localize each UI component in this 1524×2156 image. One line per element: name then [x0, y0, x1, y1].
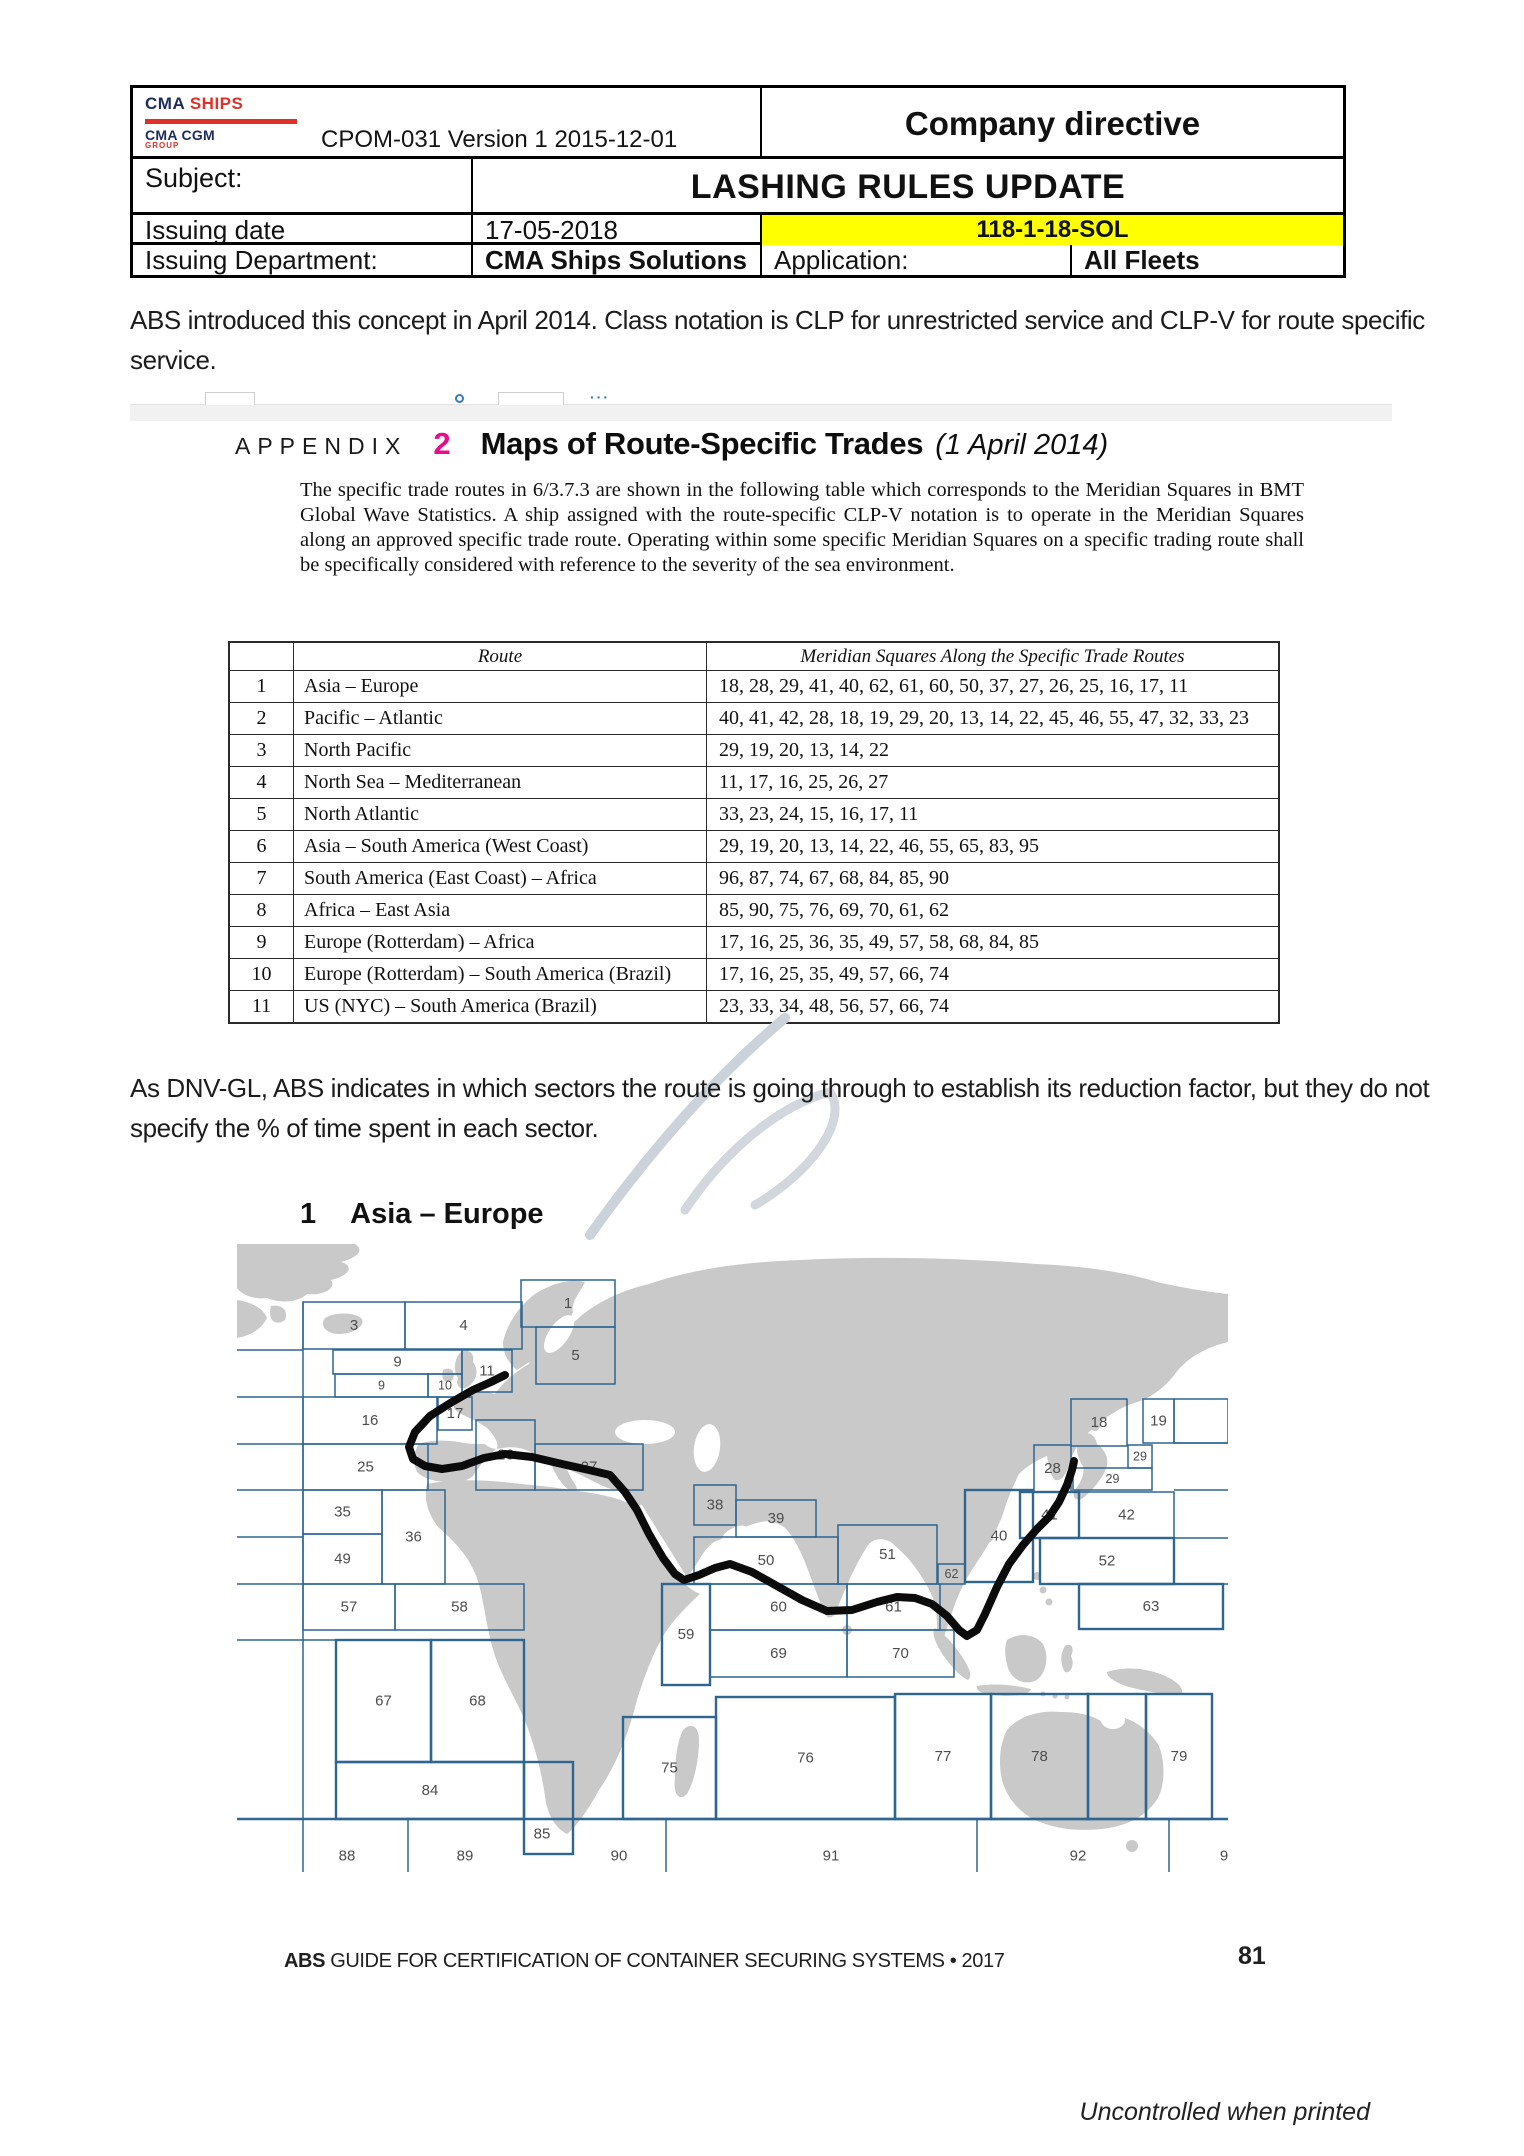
- square-number: 52: [1098, 1552, 1116, 1570]
- table-row: [230, 735, 1278, 767]
- table-row: [230, 703, 1278, 735]
- header-no: [230, 643, 294, 670]
- issuing-dept-label: Issuing Department:: [145, 244, 378, 275]
- square-number: 67: [375, 1692, 392, 1710]
- square-number: 29: [1133, 1449, 1147, 1464]
- table-row: [230, 863, 1278, 895]
- route-map: [237, 1242, 1228, 1874]
- application-label: Application:: [774, 244, 909, 275]
- abs-footer-year: 2017: [961, 1950, 1005, 1972]
- cell-route: North Atlantic: [294, 799, 707, 830]
- square-number: 84: [421, 1782, 439, 1799]
- square-number: 88: [338, 1847, 356, 1865]
- routes-table: [228, 641, 1280, 1024]
- artifact-glyph-icon: [455, 394, 464, 403]
- square-number: 25: [357, 1458, 374, 1476]
- cell-route: Asia – South America (West Coast): [294, 831, 707, 862]
- page-title: Company directive: [904, 104, 1201, 142]
- appendix-label: APPENDIX: [235, 433, 408, 459]
- square-number: 3: [349, 1317, 359, 1334]
- square-number: 19: [1150, 1412, 1167, 1430]
- square-number: 50: [757, 1552, 775, 1569]
- square-number: 9: [393, 1353, 402, 1371]
- square-number: 75: [661, 1759, 678, 1777]
- cell-no: 4: [230, 767, 294, 798]
- square-number: 18: [1090, 1414, 1108, 1431]
- square-number: 5: [571, 1347, 580, 1364]
- square-number: 76: [797, 1749, 814, 1767]
- issuing-date-label: Issuing date: [145, 214, 286, 245]
- square-number: 36: [405, 1528, 422, 1546]
- intro-paragraph: ABS introduced this concept in April 2014. Class notation is CLP for unrestricted service and CLP-V for route specific service.: [130, 305, 1425, 375]
- cell-squares: 29, 19, 20, 13, 14, 22: [719, 739, 889, 761]
- square-number: 79: [1170, 1748, 1188, 1765]
- appendix-number: 2: [433, 426, 451, 461]
- reference-badge: 118-1-18-SOL: [762, 215, 1343, 245]
- table-row: [230, 799, 1278, 831]
- square-number: 35: [334, 1503, 351, 1521]
- appendix-title: Maps of Route-Specific Trades: [480, 426, 924, 461]
- cma-ships-logo: [145, 94, 297, 150]
- cell-route: Africa – East Asia: [294, 895, 707, 926]
- square-number: 1: [563, 1295, 573, 1312]
- abs-guide-footer: [284, 1950, 1004, 1973]
- cell-route: Pacific – Atlantic: [294, 703, 707, 734]
- abs-footer-text: GUIDE FOR CERTIFICATION OF CONTAINER SECURING SYSTEMS: [325, 1950, 945, 1972]
- routes-table-header: [230, 643, 1278, 671]
- logo-brand: [145, 94, 297, 114]
- map-section-heading: [300, 1198, 544, 1231]
- table-row: [230, 959, 1278, 991]
- issuing-date-value: 17-05-2018: [485, 214, 618, 245]
- square-number: 10: [438, 1378, 452, 1393]
- square-number: 11: [479, 1362, 495, 1380]
- cell-squares: 96, 87, 74, 67, 68, 84, 85, 90: [719, 867, 949, 889]
- cell-squares: 85, 90, 75, 76, 69, 70, 61, 62: [719, 899, 949, 921]
- table-row: [230, 927, 1278, 959]
- table-row: [230, 895, 1278, 927]
- square-number: 69: [770, 1645, 787, 1662]
- cell-squares: 17, 16, 25, 35, 49, 57, 66, 74: [719, 963, 949, 985]
- cell-no: 9: [230, 927, 294, 958]
- logo-cell: [133, 88, 762, 159]
- routes-table-body: [230, 671, 1278, 1022]
- cell-route: Europe (Rotterdam) – Africa: [294, 927, 707, 958]
- cell-squares: 11, 17, 16, 25, 26, 27: [719, 771, 889, 793]
- square-number: 77: [934, 1748, 952, 1765]
- cell-squares: 33, 23, 24, 15, 16, 17, 11: [719, 803, 919, 825]
- table-row: [230, 767, 1278, 799]
- appendix-heading: [235, 426, 1108, 462]
- square-number: 40: [990, 1527, 1008, 1545]
- cell-no: 6: [230, 831, 294, 862]
- cell-squares: 40, 41, 42, 28, 18, 19, 29, 20, 13, 14, 22, 45, 46, 55, 47, 32, 33, 23: [719, 707, 1249, 729]
- header-squares: Meridian Squares Along the Specific Trade Routes: [800, 645, 1185, 667]
- appendix-body: The specific trade routes in 6/3.7.3 are shown in the following table which corresponds to the Meridian Squares in BMT Global Wave Statistics. A ship assigned with the route-specific CLP-V notation is to operate in the Meridian Squares along an approved specific trade route. Operating within some specific Meridian Squares on a specific trading route shall be specifically considered with reference to the severity of the sea environment.: [300, 479, 1304, 576]
- doc-code: CPOM-031 Version 1 2015-12-01: [321, 126, 678, 153]
- appendix-date: (1 April 2014): [935, 429, 1109, 461]
- cell-no: 7: [230, 863, 294, 894]
- logo-brand-left: CMA: [145, 94, 185, 113]
- abs-footer-brand: ABS: [284, 1950, 326, 1972]
- artifact-box: [205, 392, 255, 405]
- map-section-title: Asia – Europe: [350, 1198, 544, 1230]
- square-number: 85: [533, 1825, 551, 1843]
- square-number: 9: [1219, 1847, 1228, 1865]
- square-number: 51: [879, 1546, 896, 1563]
- square-number: 68: [469, 1692, 486, 1710]
- comment-paragraph: As DNV-GL, ABS indicates in which sectors the route is going through to establish its reduction factor, but they do not specify the % of time spent in each sector.: [130, 1073, 1430, 1143]
- cell-squares: 23, 33, 34, 48, 56, 57, 66, 74: [719, 995, 949, 1017]
- square-number: 59: [677, 1626, 695, 1643]
- logo-rule: [145, 119, 297, 124]
- cell-squares: 18, 28, 29, 41, 40, 62, 61, 60, 50, 37, 27, 26, 25, 16, 17, 11: [719, 675, 1189, 697]
- square-number: 17: [446, 1405, 464, 1422]
- application-value: All Fleets: [1084, 244, 1200, 275]
- screenshot-artifact-strip: [130, 389, 1392, 421]
- map-section-number: 1: [300, 1198, 317, 1230]
- header-table: [130, 85, 1346, 278]
- artifact-box: [498, 392, 564, 405]
- cell-route: South America (East Coast) – Africa: [294, 863, 707, 894]
- square-number: 27: [580, 1458, 598, 1476]
- cell-no: 5: [230, 799, 294, 830]
- cell-squares: 29, 19, 20, 13, 14, 22, 46, 55, 65, 83, 95: [719, 835, 1039, 857]
- issuing-dept-value: CMA Ships Solutions: [485, 244, 747, 275]
- square-number: 42: [1118, 1506, 1135, 1524]
- table-row: [230, 831, 1278, 863]
- page-number: 81: [1238, 1942, 1266, 1970]
- square-number: 58: [451, 1598, 468, 1616]
- uncontrolled-note: Uncontrolled when printed: [1079, 2098, 1370, 2126]
- meridian-square: [1174, 1399, 1228, 1443]
- square-number: 39: [767, 1510, 785, 1527]
- square-number: 9: [378, 1378, 385, 1393]
- square-number: 60: [770, 1598, 787, 1616]
- logo-group: CMA CGM: [145, 127, 216, 143]
- cell-route: Asia – Europe: [294, 671, 707, 702]
- square-number: 49: [334, 1550, 351, 1568]
- cell-no: 10: [230, 959, 294, 990]
- cell-route: Europe (Rotterdam) – South America (Brazil): [294, 959, 707, 990]
- subject-value: LASHING RULES UPDATE: [690, 167, 1126, 206]
- square-number: 4: [459, 1317, 468, 1334]
- square-number: 28: [1044, 1460, 1061, 1477]
- square-number: 70: [892, 1645, 909, 1662]
- square-number: 91: [822, 1847, 840, 1865]
- abs-footer-separator: •: [949, 1950, 957, 1972]
- square-number: 61: [885, 1598, 902, 1616]
- square-number: 41: [1041, 1506, 1058, 1524]
- square-number: 26: [497, 1446, 514, 1464]
- cell-no: 1: [230, 671, 294, 702]
- square-number: 78: [1031, 1748, 1048, 1765]
- square-number: 92: [1069, 1847, 1087, 1865]
- square-number: 89: [456, 1847, 474, 1865]
- artifact-dots-icon: ···: [590, 389, 610, 405]
- header-route: Route: [294, 643, 707, 670]
- cell-no: 2: [230, 703, 294, 734]
- cell-route: North Sea – Mediterranean: [294, 767, 707, 798]
- square-number: 38: [706, 1496, 724, 1514]
- square-number: 16: [361, 1412, 379, 1429]
- square-number: 63: [1142, 1598, 1160, 1615]
- cell-no: 8: [230, 895, 294, 926]
- table-row: [230, 671, 1278, 703]
- logo-brand-right: SHIPS: [189, 94, 244, 113]
- square-number: 57: [340, 1598, 358, 1616]
- square-number: 29: [1105, 1472, 1120, 1486]
- cell-no: 3: [230, 735, 294, 766]
- cell-route: US (NYC) – South America (Brazil): [294, 991, 707, 1022]
- square-number: 90: [610, 1847, 628, 1865]
- world-map: [237, 1242, 1228, 1874]
- square-number: 62: [944, 1567, 959, 1581]
- cell-squares: 17, 16, 25, 36, 35, 49, 57, 58, 68, 84, 85: [719, 931, 1039, 953]
- cell-route: North Pacific: [294, 735, 707, 766]
- logo-group-sub: GROUP: [145, 141, 180, 150]
- subject-label: Subject:: [145, 163, 243, 193]
- cell-no: 11: [230, 991, 294, 1022]
